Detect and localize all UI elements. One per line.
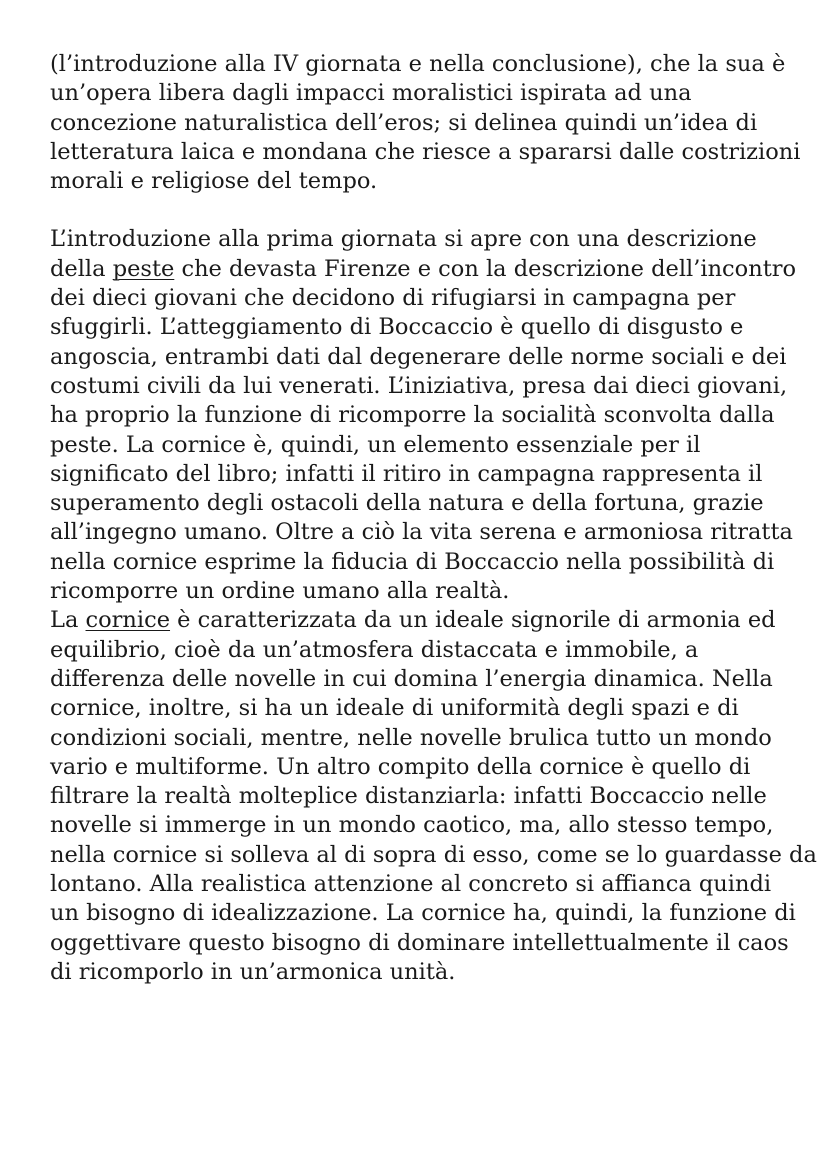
text-line: morali e religiose del tempo. — [50, 168, 378, 195]
text-line: significato del libro; infatti il ritiro in campagna rappresenta il — [50, 460, 763, 487]
text-line: lontano. Alla realistica attenzione al concreto si affianca quindi — [50, 871, 772, 898]
text-line: superamento degli ostacoli della natura e della fortuna, grazie — [50, 490, 764, 517]
paragraph-3 — [50, 606, 817, 987]
paragraph-2 — [50, 225, 797, 606]
text-line: cornice, inoltre, si ha un ideale di uniformità degli spazi e di — [50, 695, 739, 722]
paragraph-spacer — [50, 196, 790, 225]
text-line: equilibrio, cioè da un’atmosfera distaccata e immobile, a — [50, 636, 699, 663]
text-line: ha proprio la funzione di ricomporre la socialità sconvolta dalla — [50, 402, 775, 429]
text-line: nella cornice si solleva al di sopra di esso, come se lo guardasse da — [50, 841, 817, 868]
text-line: filtrare la realtà molteplice distanziarla: infatti Boccaccio nelle — [50, 783, 767, 810]
text-line: un’opera libera dagli impacci moralistici ispirata ad una — [50, 80, 692, 107]
text-line: sfuggirli. L’atteggiamento di Boccaccio è quello di disgusto e — [50, 314, 744, 341]
text-line: L’introduzione alla prima giornata si apre con una descrizione — [50, 226, 757, 253]
text-line: ricomporre un ordine umano alla realtà. — [50, 578, 510, 605]
text-line: angoscia, entrambi dati dal degenerare delle norme sociali e dei — [50, 343, 787, 370]
text-line: (l’introduzione alla IV giornata e nella conclusione), che la sua è — [50, 51, 786, 77]
text-line: oggettivare questo bisogno di dominare intellettualmente il caos — [50, 929, 789, 956]
document-body — [50, 50, 817, 987]
peste-link[interactable]: peste — [112, 255, 175, 282]
text-fragment: della — [50, 255, 113, 282]
text-line: condizioni sociali, mentre, nelle novelle brulica tutto un mondo — [50, 724, 772, 751]
text-line: vario e multiforme. Un altro compito della cornice è quello di — [50, 753, 751, 780]
text-fragment: La — [50, 607, 86, 634]
text-line: novelle si immerge in un mondo caotico, ma, allo stesso tempo, — [50, 812, 774, 839]
text-line — [50, 606, 790, 635]
text-fragment: è caratterizzata da un ideale signorile di armonia ed — [170, 607, 776, 634]
text-line: letteratura laica e mondana che riesce a spararsi dalle costrizioni — [50, 138, 801, 165]
text-line: all’ingegno umano. Oltre a ciò la vita serena e armoniosa ritratta — [50, 519, 793, 546]
text-line: concezione naturalistica dell’eros; si delinea quindi un’idea di — [50, 109, 758, 136]
text-line: dei dieci giovani che decidono di rifugiarsi in campagna per — [50, 285, 736, 312]
text-line: peste. La cornice è, quindi, un elemento essenziale per il — [50, 431, 701, 458]
text-line: nella cornice esprime la fiducia di Boccaccio nella possibilità di — [50, 548, 775, 575]
cornice-link[interactable]: cornice — [85, 607, 171, 634]
text-fragment: che devasta Firenze e con la descrizione dell’incontro — [174, 255, 797, 282]
text-line: un bisogno di idealizzazione. La cornice ha, quindi, la funzione di — [50, 900, 796, 927]
text-line: di ricomporlo in un’armonica unità. — [50, 958, 456, 985]
text-line: differenza delle novelle in cui domina l’energia dinamica. Nella — [50, 665, 773, 692]
paragraph-1 — [50, 50, 801, 196]
text-line: costumi civili da lui venerati. L’iniziativa, presa dai dieci giovani, — [50, 372, 788, 399]
text-line — [50, 255, 797, 284]
